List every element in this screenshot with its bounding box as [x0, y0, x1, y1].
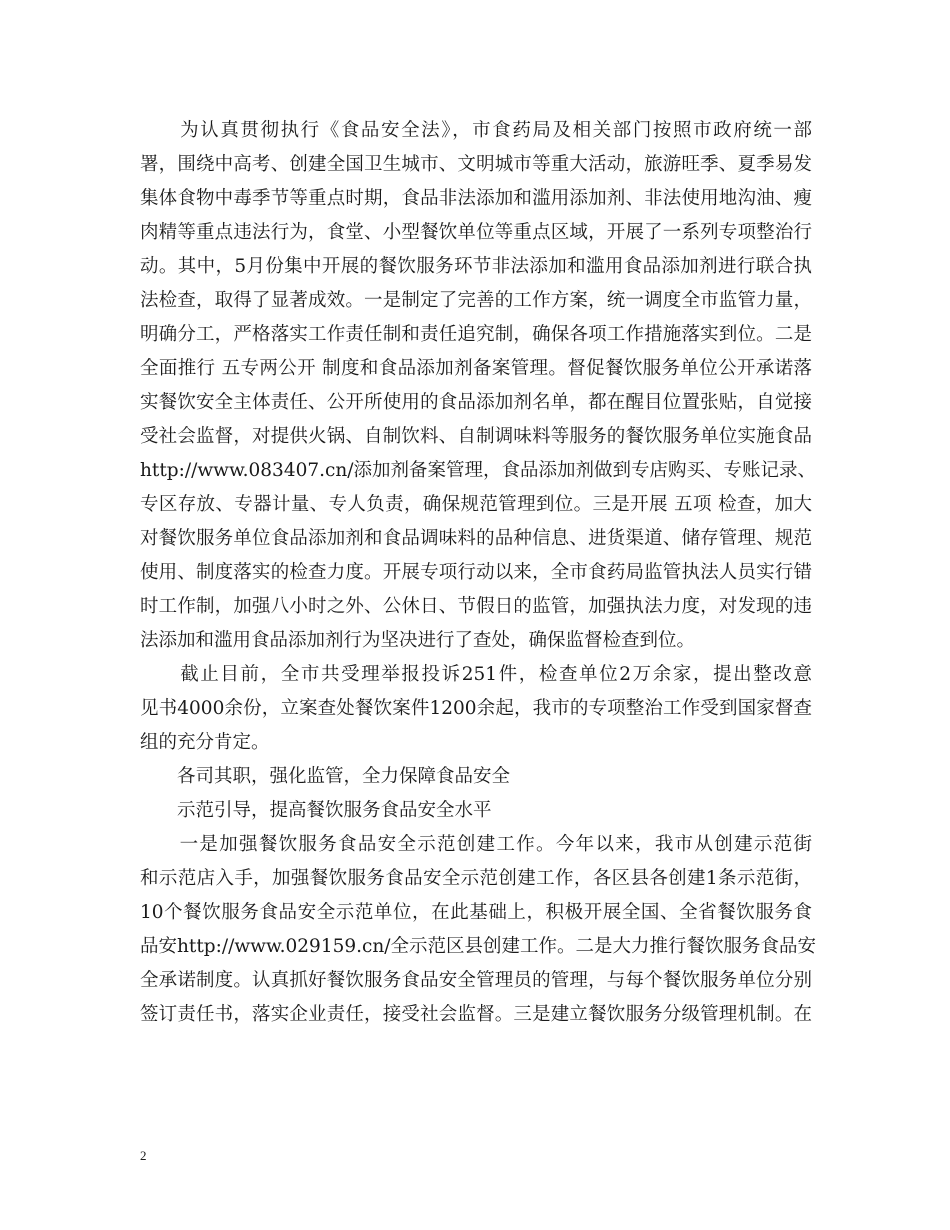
text-line: 动。其中，5月份集中开展的餐饮服务环节非法添加和滥用食品添加剂进行联合执	[140, 256, 812, 277]
text-line: 对餐饮服务单位食品添加剂和食品调味料的品种信息、进货渠道、储存管理、规范	[140, 528, 812, 549]
text-line: 截止目前，全市共受理举报投诉251件，检查单位2万余家，提出整改意	[140, 664, 812, 685]
text-line: 使用、制度落实的检查力度。开展专项行动以来，全市食药局监管执法人员实行错	[140, 562, 812, 583]
text-line: 全面推行 五专两公开 制度和食品添加剂备案管理。督促餐饮服务单位公开承诺落	[140, 358, 812, 379]
text-line: 签订责任书，落实企业责任，接受社会监督。三是建立餐饮服务分级管理机制。在	[140, 1004, 812, 1025]
text-line: 和示范店入手，加强餐饮服务食品安全示范创建工作，各区县各创建1条示范街，	[140, 868, 812, 889]
text-line: 法添加和滥用食品添加剂行为坚决进行了查处，确保监督检查到位。	[140, 630, 696, 651]
text-line: 时工作制，加强八小时之外、公休日、节假日的监管，加强执法力度，对发现的违	[140, 596, 812, 617]
text-line: 为认真贯彻执行《食品安全法》，市食药局及相关部门按照市政府统一部	[140, 120, 812, 141]
text-line: 明确分工，严格落实工作责任制和责任追究制，确保各项工作措施落实到位。二是	[140, 324, 812, 345]
text-line: 10个餐饮服务食品安全示范单位，在此基础上，积极开展全国、全省餐饮服务食	[140, 902, 812, 923]
text-line: 法检查，取得了显著成效。一是制定了完善的工作方案，统一调度全市监管力量，	[140, 290, 812, 311]
text-line: 实餐饮安全主体责任、公开所使用的食品添加剂名单，都在醒目位置张贴，自觉接	[140, 392, 812, 413]
section-heading: 各司其职，强化监管，全力保障食品安全	[140, 766, 511, 787]
text-line: 署，围绕中高考、创建全国卫生城市、文明城市等重大活动，旅游旺季、夏季易发	[140, 154, 812, 175]
text-line: 全承诺制度。认真抓好餐饮服务食品安全管理员的管理，与每个餐饮服务单位分别	[140, 970, 812, 991]
text-line: 组的充分肯定。	[140, 732, 270, 753]
text-line: http://www.083407.cn/添加剂备案管理，食品添加剂做到专店购买、专账记录、	[140, 460, 817, 481]
section-heading: 示范引导，提高餐饮服务食品安全水平	[140, 800, 492, 821]
text-line: 集体食物中毒季节等重点时期，食品非法添加和滥用添加剂、非法使用地沟油、瘦	[140, 188, 812, 209]
text-line: 见书4000余份，立案查处餐饮案件1200余起，我市的专项整治工作受到国家督查	[140, 698, 812, 719]
text-line: 受社会监督，对提供火锅、自制饮料、自制调味料等服务的餐饮服务单位实施食品	[140, 426, 812, 447]
text-line: 一是加强餐饮服务食品安全示范创建工作。今年以来，我市从创建示范街	[140, 834, 812, 855]
page-number: 2	[140, 1148, 147, 1163]
text-line: 专区存放、专器计量、专人负责，确保规范管理到位。三是开展 五项 检查，加大	[140, 494, 812, 515]
text-line: 肉精等重点违法行为，食堂、小型餐饮单位等重点区域，开展了一系列专项整治行	[140, 222, 812, 243]
text-line: 品安http://www.029159.cn/全示范区县创建工作。二是大力推行餐饮服务食品安	[140, 936, 817, 957]
